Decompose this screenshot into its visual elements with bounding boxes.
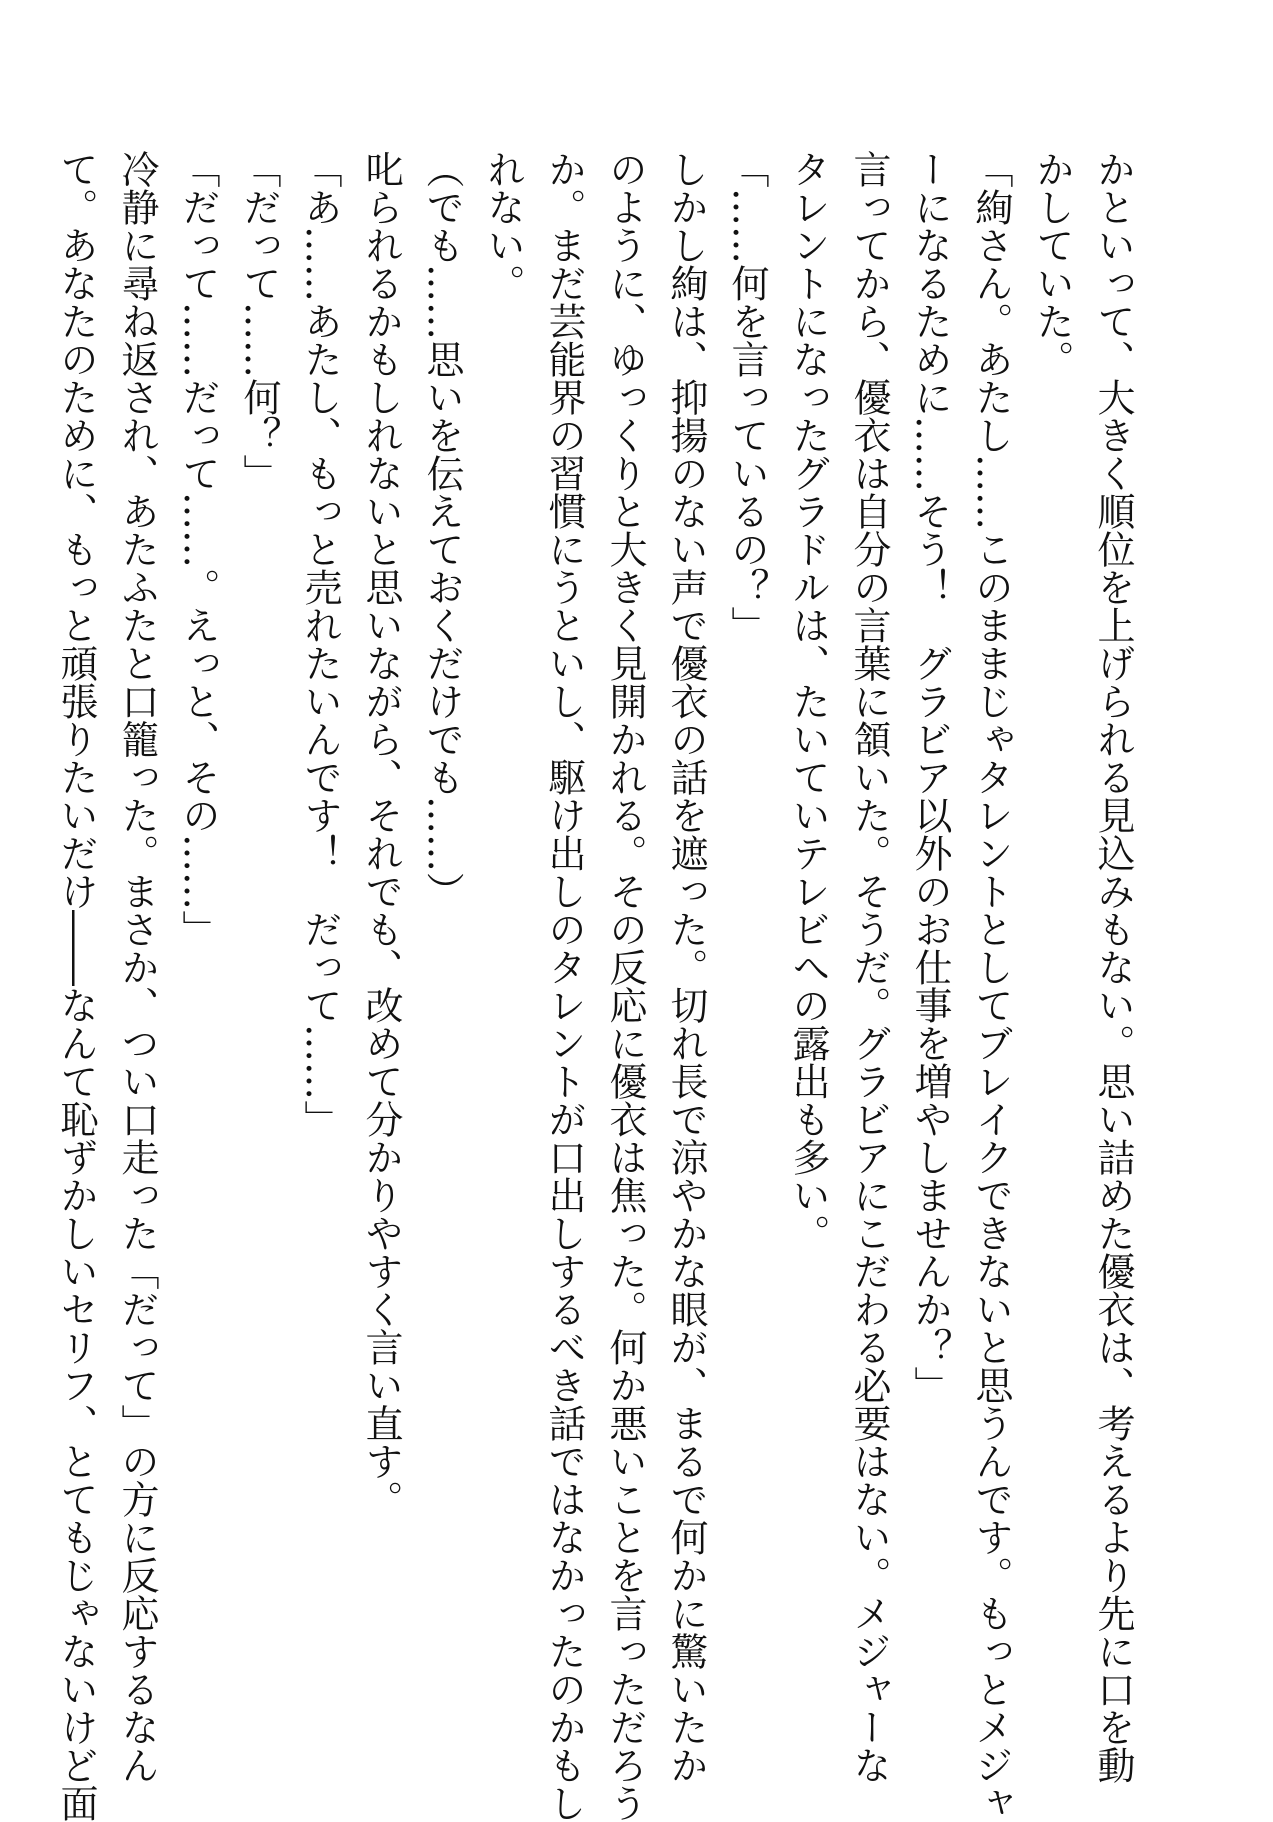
text-line: 冷静に尋ね返され、あたふたと口籠った。まさか、つい口走った「だって」の方に反応するなん — [115, 150, 159, 1784]
text-line: れない。 — [481, 150, 525, 302]
text-line: しかし絢は、抑揚のない声で優衣の話を遮った。切れ長で涼やかな眼が、まるで何かに驚いたか — [664, 150, 708, 1784]
text-line: 「あ……あたし、もっと売れたいんです！ だって……」 — [298, 150, 342, 1138]
text-line: かといって、大きく順位を上げられる見込みもない。思い詰めた優衣は、考えるより先に口を動 — [1091, 150, 1135, 1784]
text-line: 「だって……だって……。えっと、その……」 — [176, 150, 220, 948]
text-line: （でも……思いを伝えておくだけでも……） — [420, 150, 464, 910]
text-line: かしていた。 — [1030, 150, 1074, 378]
text-line: 叱られるかもしれないと思いながら、それでも、改めて分かりやすく言い直す。 — [359, 150, 403, 1518]
text-line: ーになるために……そう！ グラビア以外のお仕事を増やしませんか？」 — [908, 150, 952, 1404]
text-line: て。あなたのために、もっと頑張りたいだけ――なんて恥ずかしいセリフ、とてもじゃないけど面 — [54, 150, 98, 1822]
text-line: 「だって……何？」 — [237, 150, 281, 492]
vertical-text-block — [54, 150, 1143, 1822]
text-line: タレントになったグラドルは、たいていテレビへの露出も多い。 — [786, 150, 830, 1252]
text-line: 言ってから、優衣は自分の言葉に頷いた。そうだ。グラビアにこだわる必要はない。メジャーな — [847, 150, 891, 1784]
text-line: 「……何を言っているの？」 — [725, 150, 769, 644]
text-line: のように、ゆっくりと大きく見開かれる。その反応に優衣は焦った。何か悪いことを言っただろう — [603, 150, 647, 1822]
text-line: か。まだ芸能界の習慣にうといし、駆け出しのタレントが口出しするべき話ではなかったのかもし — [542, 150, 586, 1822]
text-line: 「絢さん。あたし……このままじゃタレントとしてブレイクできないと思うんです。もっとメジャ — [969, 150, 1013, 1822]
